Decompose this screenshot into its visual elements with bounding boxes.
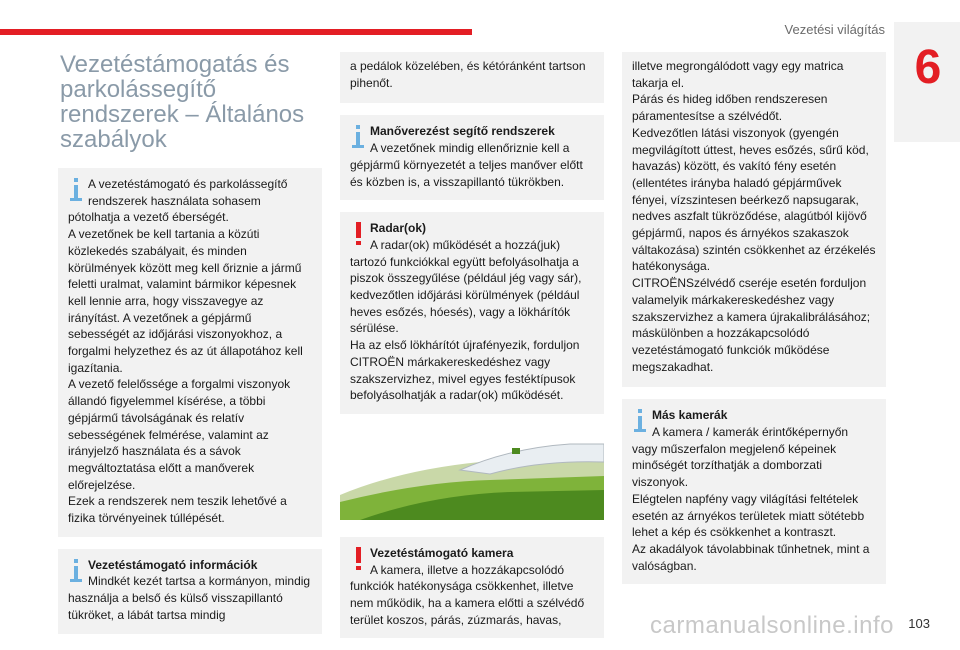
box-text: A vezetőnek mindig ellenőriznie kell a gépjármű környezetét a teljes manőver előtt és közben is, a visszapillantó tükrökben. [350, 141, 583, 189]
info-box-manoeuvre [340, 115, 604, 200]
header-accent-bar [0, 29, 472, 35]
box-heading: Radar(ok) [370, 221, 427, 236]
info-icon [70, 559, 82, 582]
info-box-other-cameras [622, 399, 886, 584]
continued-paragraph: Kedvezőtlen látási viszonyok (gyengén megvilágított úttest, heves esőzés, sűrű köd, havazás) között, és vakító fény esetén (ellentétes irányba haladó gépjárművek fényei, vízszintesen beérkező napsugarak, nedves aszfalt tükröződése, alagútból kijövő gépjármű, napos és árnyékos szakaszok váltakozása) szintén csökkenhet az érzékelés hatékonysága. [632, 125, 876, 274]
continued-paragraph: CITROËNSzélvédő cseréje esetén forduljon valamelyik márkakereskedéshez vagy szakszervizhez a kamera újrakalibrálásához; máskülönben a hozzákapcsolódó vezetéstámogató funkciók működése megszakadhat. [632, 276, 871, 374]
info-text: Ezek a rendszerek nem teszik lehetővé a fizika törvényeinek túllépését. [68, 494, 287, 526]
box-text: Mindkét kezét tartsa a kormányon, mindig használja a belső és külső visszapillantó tükröket, a lábát tartsa mindig [68, 574, 311, 622]
info-box-driving-assistance [58, 549, 322, 634]
info-text: A vezetéstámogató és parkolássegítő rendszerek használata sohasem pótolhatja a vezető éberségét. [68, 177, 288, 225]
page-number: 103 [908, 616, 930, 631]
windshield-camera-illustration [340, 440, 604, 520]
box-text: Elégtelen napfény vagy világítási feltételek esetén az árnyékos területek miatt sötétebb lehet a kép és csökkenhet a kontraszt. [632, 491, 865, 540]
box-text: A kamera / kamerák érintőképernyőn vagy műszerfalon megjelenő képeinek minőségét torzíthatják a domborzati viszonyok. [632, 425, 849, 490]
box-text: Az akadályok távolabbinak tűnhetnek, mint a valóságban. [632, 541, 870, 573]
info-text: A vezető felelőssége a forgalmi viszonyok állandó figyelemmel kísérése, a többi gépjármű távolságának és relatív sebességének felmérése, valamint az irányjelző használata és a sávok megváltoztatása előtt a manőverek előrejelzése. [68, 377, 291, 492]
box-heading: Vezetéstámogató kamera [370, 545, 514, 560]
chapter-number: 6 [914, 41, 942, 94]
box-text: A kamera, illetve a hozzákapcsolódó funkciók hatékonysága csökkenhet, illetve nem működik, ha a kamera előtti a szélvédő terület koszos, párás, zúzmarás, havas, [350, 562, 585, 627]
box-heading: Manőverezést segítő rendszerek [370, 124, 555, 139]
watermark: carmanualsonline.info [650, 612, 894, 639]
warning-icon [352, 547, 364, 570]
continued-paragraph: Párás és hideg időben rendszeresen páramentesítse a szélvédőt. [632, 92, 828, 124]
info-icon [352, 125, 364, 148]
warning-box-camera [340, 537, 604, 639]
continued-paragraph: illetve megrongálódott vagy egy matrica takarja el. [632, 59, 844, 90]
info-icon [634, 409, 646, 432]
section-title: Vezetési világítás [784, 22, 885, 37]
continued-text [340, 52, 604, 103]
warning-box-radar [340, 212, 604, 414]
column-1 [58, 52, 322, 646]
box-heading: Vezetéstámogató információk [88, 557, 258, 572]
column-2 [340, 52, 604, 650]
box-heading: Más kamerák [652, 408, 728, 423]
box-text: A radar(ok) működését a hozzá(juk) tartozó funkciókkal együtt befolyásolhatja a piszok összegyűlése (például jég vagy sár), kedvezőtlen időjárási körülmények (például heves esőzés, hóesés), vagy a lökhárítók sérülése. [350, 237, 582, 336]
page-title: Vezetéstámogatás és parkolássegítő rendszerek – Általános szabályok [60, 51, 305, 153]
warning-icon [352, 222, 364, 245]
continued-paragraph: a pedálok közelében, és kétóránként tartson pihenőt. [350, 59, 586, 90]
box-text: Ha az első lökhárítót újrafényezik, forduljon CITROËN márkakereskedéshez vagy szakszervizhez, mivel egyes festéktípusok befolyásolhatják a radar(ok) működését. [350, 338, 580, 403]
continued-text [622, 52, 886, 387]
info-text: A vezetőnek be kell tartania a közúti közlekedés szabályait, és minden körülmények között meg kell őriznie a jármű feletti uralmat, valamint bármikor képesnek kell lennie arra, hogy visszavegye az irányítást. A vezetőnek a gépjármű sebességét az időjárási viszonyokhoz, a forgalmi helyzethez és az út állapotához kell igazítania. [68, 227, 303, 375]
info-box-general [58, 168, 322, 537]
column-3 [622, 52, 886, 596]
info-icon [70, 178, 82, 201]
